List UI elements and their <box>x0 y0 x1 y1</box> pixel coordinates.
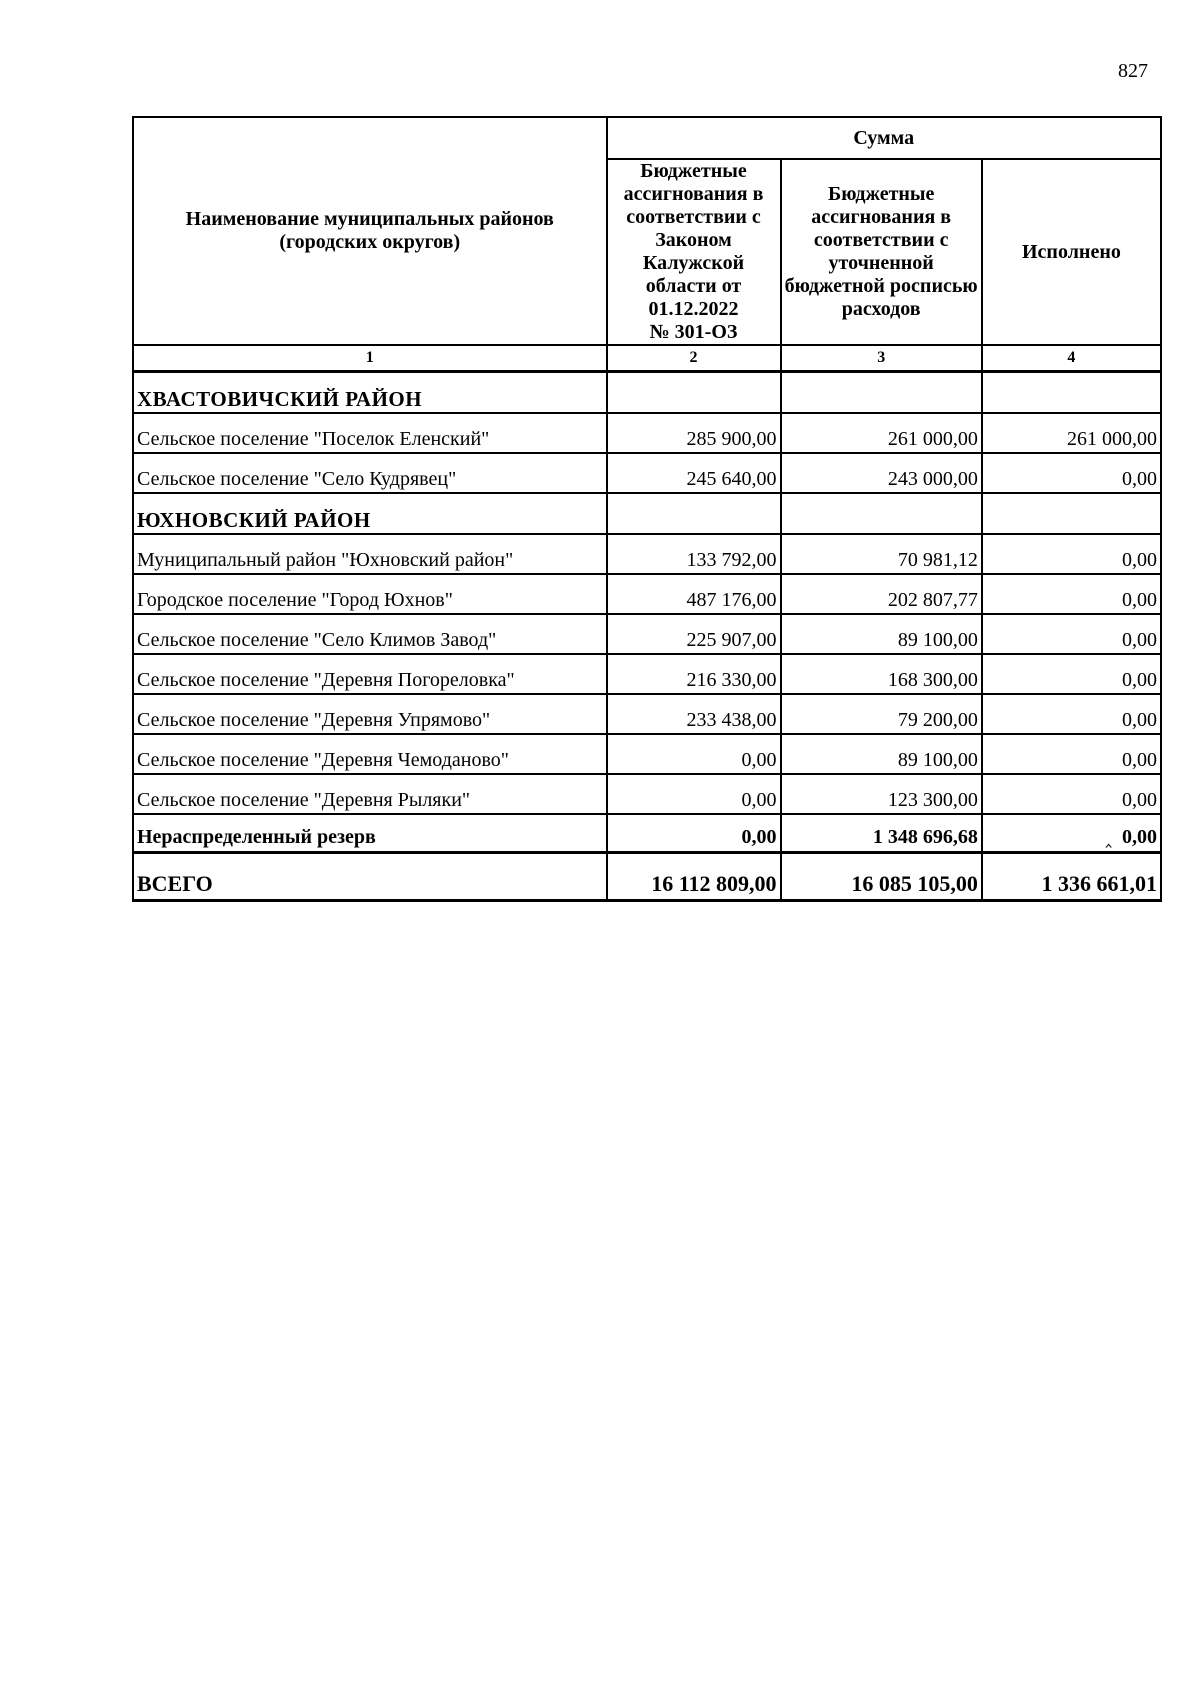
settlement-name: Сельское поселение "Село Кудрявец" <box>133 453 607 493</box>
settlement-name: Сельское поселение "Деревня Рыляки" <box>133 774 607 814</box>
header-executed-column: Исполнено <box>982 159 1161 345</box>
settlement-name: Городское поселение "Город Юхнов" <box>133 574 607 614</box>
settlement-name: Муниципальный район "Юхновский район" <box>133 534 607 574</box>
law-amount: 0,00 <box>607 734 781 774</box>
empty-cell <box>982 493 1161 534</box>
header-line: соответствии с <box>813 229 949 251</box>
header-line: уточненной <box>828 252 934 274</box>
refined-amount: 89 100,00 <box>781 614 982 654</box>
refined-amount: 243 000,00 <box>781 453 982 493</box>
header-line: ассигнования в <box>623 183 764 205</box>
law-amount: 0,00 <box>607 814 781 853</box>
executed-amount: 0,00 <box>982 614 1161 654</box>
law-amount: 133 792,00 <box>607 534 781 574</box>
refined-amount: 168 300,00 <box>781 654 982 694</box>
table-row <box>133 614 1161 654</box>
budget-table <box>132 116 1162 902</box>
total-refined-amount: 16 085 105,00 <box>781 853 982 901</box>
executed-amount: 0,00 <box>982 534 1161 574</box>
header-line: Законом <box>655 229 732 251</box>
column-number: 3 <box>781 345 982 372</box>
header-line: Бюджетные <box>827 183 935 205</box>
table-row <box>133 734 1161 774</box>
executed-amount: 0,00 <box>982 694 1161 734</box>
header-line: 01.12.2022 <box>648 298 739 320</box>
header-refined-column <box>781 159 982 345</box>
executed-amount: 0,00 <box>982 654 1161 694</box>
section-row <box>133 372 1161 414</box>
executed-amount: 0,00 <box>982 774 1161 814</box>
law-amount: 216 330,00 <box>607 654 781 694</box>
refined-amount: 79 200,00 <box>781 694 982 734</box>
table-row <box>133 413 1161 453</box>
executed-amount-cell <box>982 814 1161 853</box>
header-line: Бюджетные <box>640 160 747 182</box>
settlement-name: Сельское поселение "Деревня Упрямово" <box>133 694 607 734</box>
refined-amount: 1 348 696,68 <box>781 814 982 853</box>
header-line: ассигнования в <box>811 206 952 228</box>
refined-amount: 123 300,00 <box>781 774 982 814</box>
table-row <box>133 774 1161 814</box>
settlement-name: Сельское поселение "Деревня Погореловка" <box>133 654 607 694</box>
refined-amount: 261 000,00 <box>781 413 982 453</box>
column-number-row <box>133 345 1161 372</box>
total-row <box>133 853 1161 901</box>
empty-cell <box>982 372 1161 414</box>
law-amount: 0,00 <box>607 774 781 814</box>
executed-amount: 0,00 <box>982 453 1161 493</box>
refined-amount: 70 981,12 <box>781 534 982 574</box>
settlement-name: Сельское поселение "Деревня Чемоданово" <box>133 734 607 774</box>
table-row <box>133 654 1161 694</box>
header-line: № 301-ОЗ <box>649 321 738 343</box>
header-line: Калужской <box>642 252 745 274</box>
column-number: 2 <box>607 345 781 372</box>
column-number: 4 <box>982 345 1161 372</box>
refined-amount: 202 807,77 <box>781 574 982 614</box>
section-row <box>133 493 1161 534</box>
settlement-name: Сельское поселение "Село Климов Завод" <box>133 614 607 654</box>
header-law-column <box>607 159 781 345</box>
refined-amount: 89 100,00 <box>781 734 982 774</box>
section-title: ЮХНОВСКИЙ РАЙОН <box>133 493 607 534</box>
total-law-amount: 16 112 809,00 <box>607 853 781 901</box>
law-amount: 233 438,00 <box>607 694 781 734</box>
executed-amount: 0,00 <box>982 574 1161 614</box>
executed-amount: 261 000,00 <box>982 413 1161 453</box>
total-label: ВСЕГО <box>133 853 607 901</box>
settlement-name: Сельское поселение "Поселок Еленский" <box>133 413 607 453</box>
empty-cell <box>781 493 982 534</box>
header-name-line: (городских округов) <box>279 231 461 253</box>
executed-amount: 0,00 <box>1122 826 1157 848</box>
empty-cell <box>607 493 781 534</box>
page-number: 827 <box>1118 60 1148 82</box>
law-amount: 225 907,00 <box>607 614 781 654</box>
table-row <box>133 574 1161 614</box>
section-title: ХВАСТОВИЧСКИЙ РАЙОН <box>133 372 607 414</box>
column-number: 1 <box>133 345 607 372</box>
law-amount: 245 640,00 <box>607 453 781 493</box>
table-row <box>133 453 1161 493</box>
reserve-row <box>133 814 1161 853</box>
header-line: соответствии с <box>626 206 761 228</box>
empty-cell <box>607 372 781 414</box>
total-executed-amount: 1 336 661,01 <box>982 853 1161 901</box>
header-sum: Сумма <box>607 117 1162 159</box>
table-row <box>133 694 1161 734</box>
law-amount: 487 176,00 <box>607 574 781 614</box>
header-line: расходов <box>841 298 921 320</box>
law-amount: 285 900,00 <box>607 413 781 453</box>
reserve-label: Нераспределенный резерв <box>133 814 607 853</box>
empty-cell <box>781 372 982 414</box>
executed-amount: 0,00 <box>982 734 1161 774</box>
handwritten-tick-mark: ‸ <box>1105 826 1112 848</box>
header-line: области от <box>645 275 742 297</box>
header-name-line: Наименование муниципальных районов <box>185 208 554 230</box>
header-name-column <box>133 117 607 345</box>
table-row <box>133 534 1161 574</box>
header-line: бюджетной росписью <box>784 275 978 297</box>
